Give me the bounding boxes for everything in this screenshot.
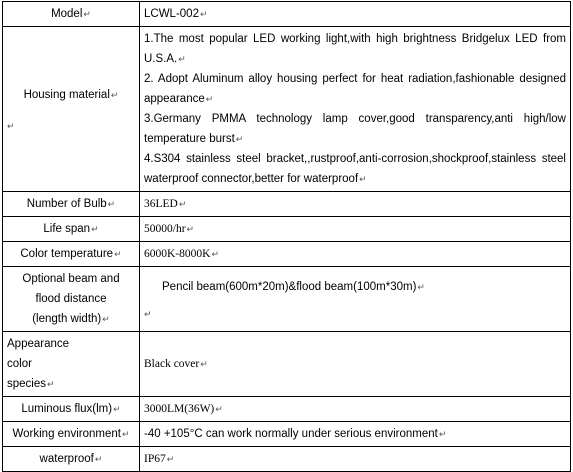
housing-material-label: Housing material <box>23 89 110 101</box>
paragraph-mark: ↵ <box>438 429 447 439</box>
value-cell <box>140 267 571 332</box>
beam-label-line-3: (length width)↵ <box>32 313 110 325</box>
appearance-label-line-1: Appearance color <box>7 338 70 370</box>
value-cell <box>140 332 571 397</box>
table-row-waterproof <box>3 447 571 472</box>
color-temperature-label: Color temperature <box>20 248 114 260</box>
appearance-label-line-2: species↵ <box>7 378 55 390</box>
color-temperature-value: 6000K-8000K <box>144 248 211 260</box>
paragraph-mark: ↵ <box>215 404 223 414</box>
paragraph-mark: ↵ <box>121 429 130 439</box>
number-of-bulb-value: 36LED <box>144 198 178 210</box>
life-span-label: Life span <box>43 223 91 235</box>
value-cell <box>140 2 571 27</box>
label-cell <box>3 27 140 192</box>
beam-distance-value: Pencil beam(600m*20m)&flood beam(100m*30m)↵ <box>162 281 425 293</box>
paragraph-mark: ↵ <box>178 199 187 209</box>
waterproof-label: waterproof <box>39 453 94 465</box>
label-cell <box>3 397 140 422</box>
label-cell <box>3 217 140 242</box>
table-row-housing-material <box>3 27 571 192</box>
working-environment-label: Working environment <box>12 428 121 440</box>
paragraph-mark: ↵ <box>107 199 116 209</box>
waterproof-value: IP67 <box>144 453 166 465</box>
table-row-number-of-bulb <box>3 192 571 217</box>
paragraph-mark: ↵ <box>186 224 195 234</box>
value-cell <box>140 192 571 217</box>
life-span-value: 50000/hr <box>144 223 186 235</box>
model-value: LCWL-002 <box>144 8 199 20</box>
table-row-working-environment <box>3 422 571 447</box>
housing-feature-2: 2. Adopt Aluminum alloy housing perfect for heat radiation,fashionable designed appearance↵ <box>144 73 566 105</box>
paragraph-mark: ↵ <box>144 309 152 319</box>
table-row-life-span <box>3 217 571 242</box>
label-cell <box>3 192 140 217</box>
label-cell <box>3 332 140 397</box>
paragraph-mark: ↵ <box>94 454 103 464</box>
working-environment-value: -40 +105°C can work normally under serious environment <box>144 428 438 440</box>
label-cell <box>3 267 140 332</box>
paragraph-mark: ↵ <box>113 404 121 414</box>
label-cell <box>3 422 140 447</box>
table-row-appearance-color <box>3 332 571 397</box>
model-label: Model <box>51 8 83 20</box>
value-cell <box>140 447 571 472</box>
luminous-flux-value: 3000LM(36W) <box>144 403 215 415</box>
housing-feature-4: 4.S304 stainless steel bracket,,rustproof,anti-corrosion,shockproof,stainless steel waterproof connector,better for waterproof↵ <box>144 153 566 185</box>
housing-feature-1: 1.The most popular LED working light,with high brightness Bridgelux LED from U.S.A.↵ <box>144 33 566 65</box>
label-cell <box>3 2 140 27</box>
paragraph-mark: ↵ <box>110 90 119 100</box>
spec-table <box>2 1 571 472</box>
value-cell <box>140 242 571 267</box>
paragraph-mark: ↵ <box>7 121 15 131</box>
beam-label-line-2: flood distance <box>35 293 107 305</box>
number-of-bulb-label: Number of Bulb <box>26 198 107 210</box>
value-cell <box>140 397 571 422</box>
paragraph-mark: ↵ <box>199 9 208 19</box>
luminous-flux-label: Luminous flux(lm) <box>21 403 113 415</box>
label-cell <box>3 447 140 472</box>
table-row-color-temperature <box>3 242 571 267</box>
paragraph-mark: ↵ <box>91 224 99 234</box>
appearance-color-value: Black cover <box>144 358 200 370</box>
beam-label-line-1: Optional beam and <box>22 273 120 285</box>
paragraph-mark: ↵ <box>114 249 122 259</box>
paragraph-mark: ↵ <box>211 249 219 259</box>
label-cell <box>3 242 140 267</box>
table-row-beam-distance <box>3 267 571 332</box>
value-cell <box>140 422 571 447</box>
table-row-luminous-flux <box>3 397 571 422</box>
value-cell <box>140 217 571 242</box>
paragraph-mark: ↵ <box>83 9 91 19</box>
table-row-model <box>3 2 571 27</box>
paragraph-mark: ↵ <box>166 454 175 464</box>
value-cell <box>140 27 571 192</box>
paragraph-mark: ↵ <box>200 359 208 369</box>
housing-feature-3: 3.Germany PMMA technology lamp cover,good transparency,anti high/low temperature burst↵ <box>144 113 566 145</box>
